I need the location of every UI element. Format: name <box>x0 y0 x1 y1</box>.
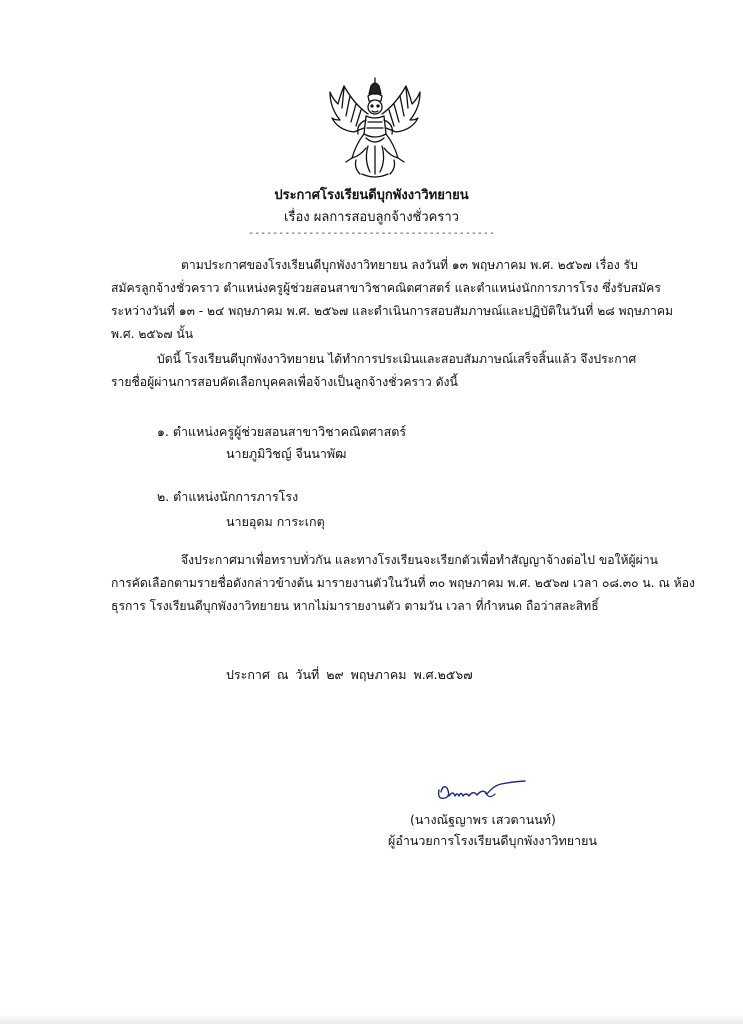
paragraph-line: ระหว่างวันที่ ๑๓ - ๒๔ พฤษภาคม พ.ศ. ๒๕๖๗ และดำเนินการสอบสัมภาษณ์และปฏิบัติในวันที่ ๒๘ พฤษภาคม <box>111 304 674 318</box>
scan-edge <box>0 1014 743 1024</box>
title-divider: ----------------------------------------- <box>248 228 495 239</box>
paragraph-announcement-reference <box>111 254 674 346</box>
paragraph-line: จึงประกาศมาเพื่อทราบทั่วกัน และทางโรงเรียนจะเรียกตัวเพื่อทำสัญญาจ้างต่อไป ขอให้ผู้ผ่าน <box>181 553 658 567</box>
paragraph-line: การคัดเลือกตามรายชื่อดังกล่าวข้างต้น มารายงานตัวในวันที่ ๓๐ พฤษภาคม พ.ศ. ๒๕๖๗ เวลา ๐๘.๓๐ น. ณ ห้อง <box>111 576 695 590</box>
announcement-date: ประกาศ ณ วันที่ ๒๙ พฤษภาคม พ.ศ.๒๕๖๗ <box>226 667 473 682</box>
position-heading-janitor: ๒. ตำแหน่งนักการภารโรง <box>157 489 299 504</box>
garuda-emblem-icon <box>326 74 424 182</box>
paragraph-results-intro <box>111 348 637 394</box>
signer-name: (นางณัฐญาพร เสวตานนท์) <box>410 812 556 827</box>
signer-title: ผู้อำนวยการโรงเรียนดีบุกพังงาวิทยายน <box>388 833 597 848</box>
paragraph-line: สมัครลูกจ้างชั่วคราว ตำแหน่งครูผู้ช่วยสอนสาขาวิชาคณิตศาสตร์ และตำแหน่งนักการภารโรง ซึ่งรับสมัคร <box>111 281 661 295</box>
paragraph-line: ธุรการ โรงเรียนดีบุกพังงาวิทยายน หากไม่มารายงานตัว ตามวัน เวลา ที่กำหนด ถือว่าสละสิทธิ์ <box>111 599 599 613</box>
paragraph-reporting-instructions <box>111 549 695 618</box>
paragraph-line: ตามประกาศของโรงเรียนดีบุกพังงาวิทยายน ลงวันที่ ๑๓ พฤษภาคม พ.ศ. ๒๕๖๗ เรื่อง รับ <box>181 258 638 272</box>
position-heading-math-assistant: ๑. ตำแหน่งครูผู้ช่วยสอนสาขาวิชาคณิตศาสตร์ <box>157 424 407 439</box>
paragraph-line: บัดนี้ โรงเรียนดีบุกพังงาวิทยายน ได้ทำการประเมินและสอบสัมภาษณ์เสร็จสิ้นแล้ว จึงประกาศ <box>157 352 637 366</box>
paragraph-line: พ.ศ. ๒๕๖๗ นั้น <box>111 327 194 341</box>
document-title: ประกาศโรงเรียนดีบุกพังงาวิทยายน <box>274 188 469 203</box>
document-subject: เรื่อง ผลการสอบลูกจ้างชั่วคราว <box>284 210 459 225</box>
candidate-name-janitor: นายอุดม การะเกตุ <box>226 514 325 529</box>
candidate-name-math-assistant: นายภูมิวิชญ์ จีนนาพัฒ <box>226 446 347 461</box>
paragraph-line: รายชื่อผู้ผ่านการสอบคัดเลือกบุคคลเพื่อจ้างเป็นลูกจ้างชั่วคราว ดังนี้ <box>111 375 458 389</box>
handwritten-signature <box>433 778 533 808</box>
